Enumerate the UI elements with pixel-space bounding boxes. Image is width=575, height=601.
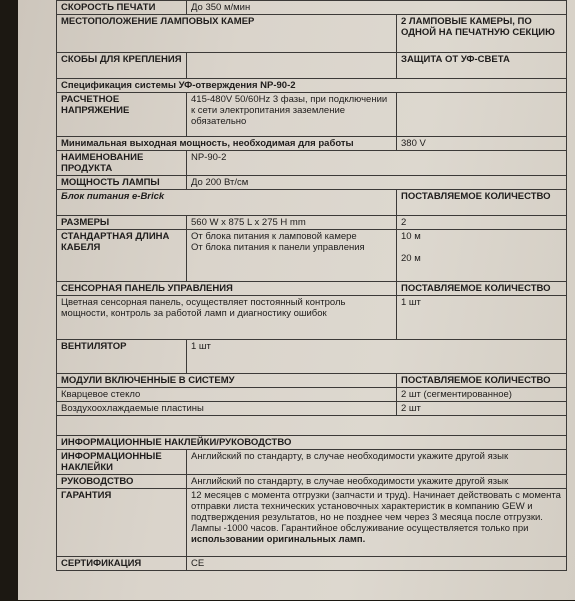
cable-value-1: 10 м [401,231,421,242]
cable-line-2: От блока питания к панели управления [191,242,365,253]
touch-panel-desc: Цветная сенсорная панель, осуществляет постоянный контроль мощности, контроль за работой ламп и диагностику ошибок [57,296,397,340]
module-item-qty: 2 шт (сегментированное) [397,388,567,402]
dimensions-qty: 2 [397,216,567,230]
touch-panel-title: СЕНСОРНАЯ ПАНЕЛЬ УПРАВЛЕНИЯ [57,282,397,296]
dimensions-label: РАЗМЕРЫ [57,216,187,230]
uv-protection-label: ЗАЩИТА ОТ УФ-СВЕТА [397,53,567,79]
warranty-text-bold: использовании оригинальных ламп. [191,534,366,545]
touch-panel-qty: 1 шт [397,296,567,340]
cable-values [397,230,567,282]
min-power-label: Минимальная выходная мощность, необходимая для работы [57,137,397,151]
voltage-label: РАСЧЕТНОЕ НАПРЯЖЕНИЕ [57,93,187,137]
uv-spec-title: Спецификация системы УФ-отверждения NP-90-2 [57,79,567,93]
touch-panel-qty-header: ПОСТАВЛЯЕМОЕ КОЛИЧЕСТВО [397,282,567,296]
cable-desc [187,230,397,282]
lamp-location-value: 2 ЛАМПОВЫЕ КАМЕРЫ, ПО ОДНОЙ НА ПЕЧАТНУЮ СЕКЦИЮ [397,15,567,53]
product-name-label: НАИМЕНОВАНИЕ ПРОДУКТА [57,151,187,176]
brackets-label: СКОБЫ ДЛЯ КРЕПЛЕНИЯ [57,53,187,79]
warranty-value [187,489,567,557]
manual-value: Английский по стандарту, в случае необходимости укажите другой язык [187,475,567,489]
min-power-value: 380 V [397,137,567,151]
product-name-value: NP-90-2 [187,151,567,176]
psu-label: Блок питания [61,191,130,202]
e-brick-logo: e-Brick [132,191,165,202]
lamp-location-label: МЕСТОПОЛОЖЕНИЕ ЛАМПОВЫХ КАМЕР [57,15,397,53]
lamp-power-value: До 200 Вт/см [187,176,567,190]
cable-line-1: От блока питания к ламповой камере [191,231,357,242]
cable-value-2: 20 м [401,253,421,264]
psu-qty-header: ПОСТАВЛЯЕМОЕ КОЛИЧЕСТВО [397,190,567,216]
voltage-value: 415-480V 50/60Hz 3 фазы, при подключении к сети электропитания заземление обязательно [187,93,397,137]
dimensions-value: 560 W x 875 L x 275 H mm [187,216,397,230]
cert-label: СЕРТИФИКАЦИЯ [57,557,187,571]
module-item-name: Кварцевое стекло [57,388,397,402]
psu-title [57,190,397,216]
lamp-power-label: МОЩНОСТЬ ЛАМПЫ [57,176,187,190]
cable-label: СТАНДАРТНАЯ ДЛИНА КАБЕЛЯ [57,230,187,282]
fan-qty: 1 шт [187,340,567,374]
fan-label: ВЕНТИЛЯТОР [57,340,187,374]
warranty-text: 12 месяцев с момента отгрузки (запчасти и труд). Начинает действовать с момента отправки листа технических установочных характеристик в компанию GEW и подтверждения результатов, но не позднее чем через 3 месяца после отгрузки. Лампы -1000 часов. Гарантийное обслуживание осуществляется только при [191,490,561,534]
modules-title: МОДУЛИ ВКЛЮЧЕННЫЕ В СИСТЕМУ [57,374,397,388]
module-item-qty: 2 шт [397,402,567,416]
warranty-label: ГАРАНТИЯ [57,489,187,557]
info-labels-value: Английский по стандарту, в случае необходимости укажите другой язык [187,450,567,475]
paper-sheet [18,0,575,600]
manual-label: РУКОВОДСТВО [57,475,187,489]
modules-qty-header: ПОСТАВЛЯЕМОЕ КОЛИЧЕСТВО [397,374,567,388]
print-speed-value: До 350 м/мин [187,1,567,15]
module-item-name: Воздухоохлаждаемые пластины [57,402,397,416]
spec-table [56,0,567,601]
cert-value: CE [187,557,567,571]
print-speed-label: СКОРОСТЬ ПЕЧАТИ [57,1,187,15]
info-labels-label: ИНФОРМАЦИОННЫЕ НАКЛЕЙКИ [57,450,187,475]
labels-title: ИНФОРМАЦИОННЫЕ НАКЛЕЙКИ/РУКОВОДСТВО [57,436,567,450]
